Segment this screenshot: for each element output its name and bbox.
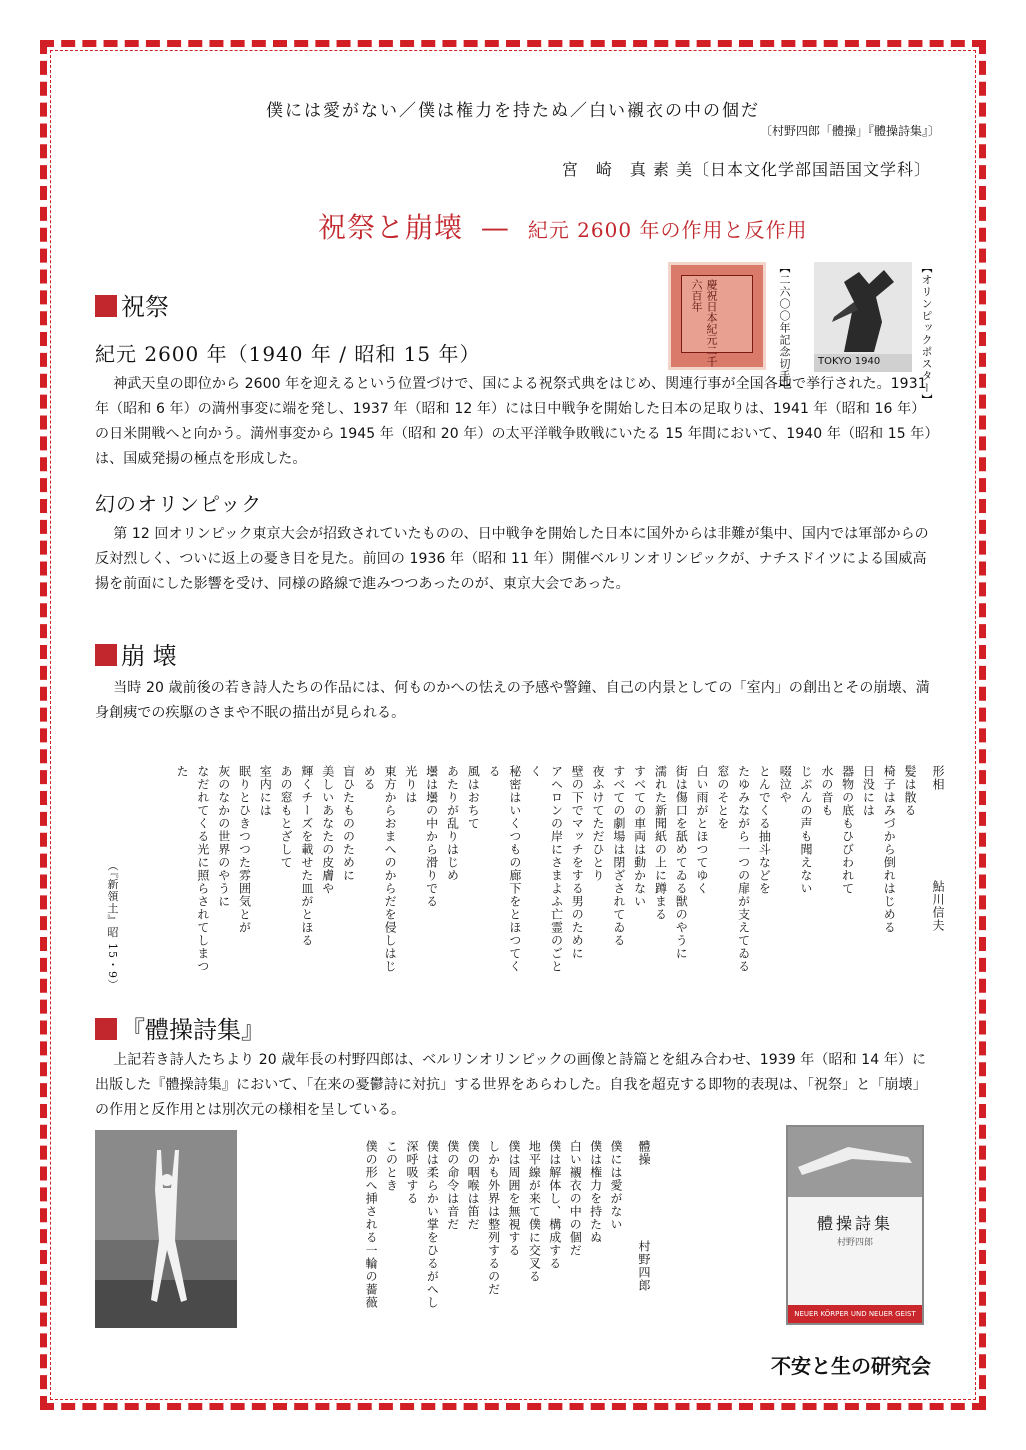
poem2-lines: [361, 1140, 626, 1320]
paragraph-collapse: 当時 20 歳前後の若き詩人たちの作品には、何ものかへの怯えの予感や警鐘、自己の内景としての「室内」の創出とその崩壊、満身創痍での疾駆のさまや不眠の描出が見られる。: [95, 680, 930, 721]
poem-line: 白い雨がとほつてゆく: [695, 765, 710, 895]
poem-body: [124, 765, 920, 985]
olympic-poster-image: [814, 262, 912, 372]
poem-line: あの窓もとざして: [279, 765, 294, 869]
paragraph-taiso: 上記若き詩人たちより 20 歳年長の村野四郎は、ベルリンオリンピックの画像と詩篇とを組み合わせ、1939 年（昭和 14 年）に出版した『體操詩集』において、「在来の憂鬱詩に対抗」する世界をあらわした。自我を超克する即物的表現は、「祝祭」と「崩壊」の作用と反作用とは別次元の様相を呈している。: [95, 1052, 927, 1118]
gymnast-figure-icon: [95, 1130, 237, 1328]
section-heading-text: 『體操詩集』: [121, 1016, 265, 1044]
poem-line: 街は傷口を舐めてゐる獣のやうに: [674, 765, 689, 960]
epigraph-source: 〔村野四郎「體操」『體操詩集』〕: [759, 124, 940, 138]
poem-line: すべての劇場は閉ざされてゐる: [611, 765, 626, 947]
stamp-text: 慶祝日本紀元二千六百年: [690, 279, 718, 367]
paragraph-kigen: 神武天皇の即位から 2600 年を迎えるという位置づけで、国による祝祭式典をはじめ、関連行事が全国各地で挙行された。1931 年（昭和 6 年）の満州事変に端を発し、1937 年（昭和 12 年）には日中戦争を開始した日本の足取りは、1941 年（昭和 16 年）の日米開戦へと向かう。満州事変から 1945 年（昭和 20 年）の太平洋戦争敗戦にいたる 15 年間において、1940 年（昭和 15 年）は、国威発揚の極点を形成した。: [95, 376, 932, 467]
poem-line: 地平線が来て僕に交叉る: [527, 1140, 542, 1283]
subheading-kigen: 紀元 2600 年（1940 年 / 昭和 15 年）: [95, 342, 481, 366]
poem-line: すべての車両は動かない: [632, 765, 647, 908]
book-cover-image: [786, 1125, 924, 1325]
poem-line: しかも外界は整列するのだ: [486, 1140, 501, 1296]
poem-line: 白い襯衣の中の個だ: [568, 1140, 583, 1257]
title-dash: —: [480, 211, 510, 244]
section-heading-text: 崩 壊: [121, 642, 177, 670]
poem-line: 僕は柔らかい掌をひるがへし: [425, 1140, 440, 1309]
poem-line: アヘロンの岸にさまよふ亡霊のごとく: [528, 765, 564, 973]
red-square-icon: [95, 644, 117, 666]
poem-line: 僕は権力を持たぬ: [588, 1140, 603, 1244]
poem-line: 盲ひたもののために: [341, 765, 356, 882]
poem-line: たゆみながら一つの扉が支えてゐる: [736, 765, 751, 973]
footer-logo-text: 不安と生の研究会: [771, 1354, 931, 1378]
author: 宮 崎 真 素 美〔日本文化学部国語国文学科〕: [561, 160, 931, 179]
poem-line: 壜は壜の中から滑りでる: [424, 765, 439, 908]
poem-line: 僕の形へ挿される一輪の薔薇: [364, 1140, 379, 1309]
poem-line: 美しいあなたの皮膚や: [320, 765, 335, 895]
poem-line: 眠りとひきつつた雰囲気とが: [237, 765, 252, 934]
poem-line: 水の音も: [819, 765, 834, 817]
poem-line: 窓のそとを: [715, 765, 730, 830]
paragraph-olympic: 第 12 回オリンピック東京大会が招致されていたものの、日中戦争を開始した日本に国外からは非難が集中、国内では軍部からの反対烈しく、ついに返上の憂き目を見た。前回の 1936 年（昭和 11 年）開催ベルリンオリンピックが、ナチスドイツによる国威高揚を前面にした影響を受け、同様の路線で進みつつあったのが、東京大会であった。: [95, 526, 929, 592]
poem2-author: 村野四郎: [637, 1240, 651, 1292]
poem-line: あたりが乱りはじめ: [445, 765, 460, 882]
poem-line: 夜ふけてただひとり: [591, 765, 606, 882]
book-title: 體操詩集: [816, 1214, 893, 1233]
poem-line: 深呼吸する: [404, 1140, 419, 1205]
section-heading-text: 祝祭: [121, 293, 169, 321]
poem-line: 啜泣や: [778, 765, 793, 804]
commemorative-stamp-image: [668, 262, 766, 370]
poem-line: 椅子はみづから倒れはじめる: [882, 765, 897, 934]
page-title: [318, 206, 807, 246]
poem-line: 僕は周囲を無視する: [506, 1140, 521, 1257]
poem-title: 形相: [931, 765, 945, 791]
gymnast-photo: [95, 1130, 237, 1328]
title-subtitle: 紀元 2600 年の作用と反作用: [527, 218, 808, 242]
poem2-body: [250, 1140, 626, 1320]
poem-line: 灰のなかの世界のやうに: [216, 765, 231, 908]
poem-line: 器物の底もひびわれて: [840, 765, 855, 895]
poem-line: 室内には: [258, 765, 273, 817]
book-banner: NEUER KÖRPER UND NEUER GEIST: [788, 1305, 922, 1323]
poem-author: 鮎川信夫: [931, 880, 945, 932]
poem-line: 輝くチーズを載せた皿がとほる: [299, 765, 314, 947]
epigraph: 僕には愛がない／僕は権力を持たぬ／白い襯衣の中の個だ: [266, 101, 760, 121]
red-square-icon: [95, 1018, 117, 1040]
poem-line: 秘密はいくつもの廊下をとほつてくる: [487, 765, 522, 973]
poem-line: 僕の命令は音だ: [445, 1140, 460, 1231]
poem-line: なだれてくる光に照らされてしまつた: [175, 765, 210, 973]
poem-line: じぶんの声も聞えない: [799, 765, 814, 895]
poem-line: 髪は散る: [903, 765, 917, 817]
poem-line: 濡れた新聞紙の上に蹲まる: [653, 765, 668, 921]
section-heading-collapse: [95, 636, 177, 671]
poem-line: 僕は解体し、構成する: [547, 1140, 562, 1270]
section-heading-taiso: [95, 1010, 265, 1045]
poem-line: 僕には愛がない: [609, 1140, 623, 1231]
poem-line: 風はおちて: [466, 765, 481, 830]
stamp-caption: 【二六〇〇年記念切手】: [778, 262, 791, 394]
poem-line: 壁の下でマッチをする男のために: [570, 765, 585, 960]
title-main: 祝祭と崩壊: [318, 211, 464, 244]
poem-line: 光りは: [403, 765, 418, 804]
poem-line: とんでくる抽斗などを: [757, 765, 772, 895]
poem-line: 日没には: [861, 765, 876, 817]
section-heading-festival: [95, 287, 169, 322]
poem-line: 僕の咽喉は笛だ: [466, 1140, 481, 1231]
poem2-title: 體操: [637, 1140, 651, 1166]
poem-source: （『新領土』昭 15・9）: [106, 860, 119, 991]
poster-caption: 【オリンピックポスター】: [920, 262, 933, 406]
book-photo-icon: [788, 1127, 922, 1197]
poster-text: TOKYO 1940: [818, 356, 881, 367]
poem-line: このとき: [384, 1140, 399, 1192]
book-author: 村野四郎: [836, 1238, 873, 1248]
poem-lines: [171, 765, 920, 985]
subheading-olympic: 幻のオリンピック: [95, 492, 263, 516]
poem-line: 東方からおまへのからだを侵しはじめる: [362, 765, 398, 973]
red-square-icon: [95, 295, 117, 317]
